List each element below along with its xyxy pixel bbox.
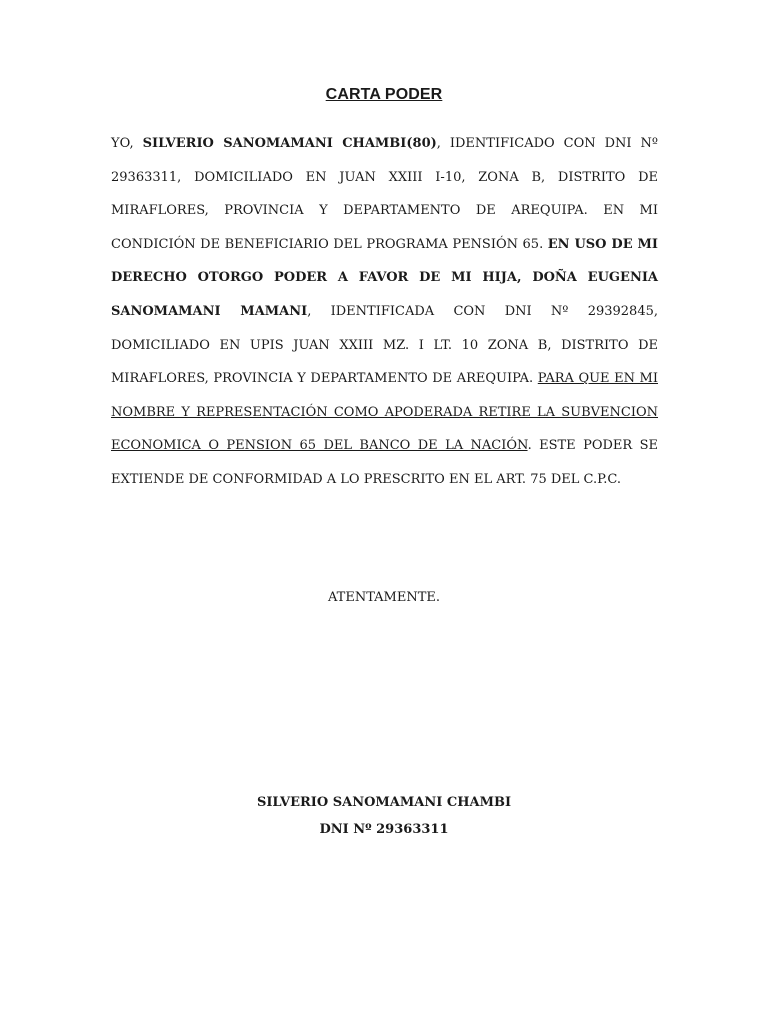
text-segment-legal-basis: . ESTE PODER SE EXTIENDE DE CONFORMIDAD A LO PRESCRITO EN EL ART. 75 DEL C.P.C. <box>111 438 658 487</box>
text-segment-intro: YO, <box>111 136 143 151</box>
document-title: CARTA PODER <box>325 86 443 103</box>
closing-salutation: ATENTAMENTE. <box>327 590 441 605</box>
grantor-name: SILVERIO SANOMAMANI CHAMBI(80) <box>142 136 437 151</box>
signature-name: SILVERIO SANOMAMANI CHAMBI <box>256 795 512 810</box>
signature-dni: DNI Nº 29363311 <box>319 822 449 837</box>
document-body <box>111 127 658 497</box>
grant-statement: EN USO DE MI DERECHO OTORGO PODER A FAVOR DE MI HIJA, DOÑA EUGENIA SANOMAMANI MAMANI <box>111 236 658 319</box>
body-paragraph <box>111 127 658 497</box>
text-segment-grantor-details: , IDENTIFICADO CON DNI Nº 29363311, DOMICILIADO EN JUAN XXIII I-10, ZONA B, DISTRITO DE MIRAFLORES, PROVINCIA Y DEPARTAMENTO DE AREQUIPA. EN MI CONDICIÓN DE BENEFICIARIO DEL PROGRAMA PENSIÓN 65. <box>111 136 658 252</box>
purpose-statement: PARA QUE EN MI NOMBRE Y REPRESENTACIÓN COMO APODERADA RETIRE LA SUBVENCION ECONOMICA O PENSION 65 DEL BANCO DE LA NACIÓN <box>111 371 658 454</box>
text-segment-grantee-details: , IDENTIFICADA CON DNI Nº 29392845, DOMICILIADO EN UPIS JUAN XXIII MZ. I LT. 10 ZONA B, DISTRITO DE MIRAFLORES, PROVINCIA Y DEPARTAMENTO DE AREQUIPA. <box>111 303 658 387</box>
signature-block <box>0 789 768 843</box>
